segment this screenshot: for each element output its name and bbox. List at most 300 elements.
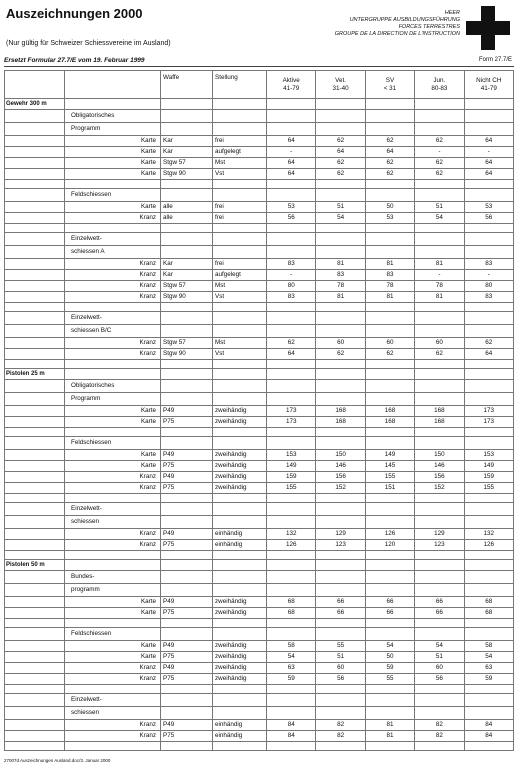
cell-stellung: frei xyxy=(213,136,267,147)
spacer-cell xyxy=(464,360,513,369)
empty-cell xyxy=(5,380,65,393)
empty-cell xyxy=(213,233,267,246)
cell-jun: 78 xyxy=(415,281,464,292)
cell-stellung: zweihändig xyxy=(213,674,267,685)
cell-waffe: Stgw 90 xyxy=(161,349,213,360)
empty-cell xyxy=(464,437,513,450)
empty-cell xyxy=(5,136,65,147)
spacer-cell xyxy=(316,551,365,560)
empty-cell xyxy=(5,338,65,349)
empty-cell xyxy=(365,233,414,246)
empty-cell xyxy=(5,628,65,641)
empty-cell xyxy=(213,369,267,380)
spacer-cell xyxy=(267,428,316,437)
empty-cell xyxy=(213,380,267,393)
empty-cell xyxy=(464,123,513,136)
cell-jun: 60 xyxy=(415,338,464,349)
cell-nicht-ch: 62 xyxy=(464,338,513,349)
table-row xyxy=(5,281,514,292)
empty-cell xyxy=(267,110,316,123)
empty-cell xyxy=(5,540,65,551)
column-header-stellung: Stellung xyxy=(213,71,267,99)
cell-sv: 120 xyxy=(365,540,414,551)
empty-cell xyxy=(161,516,213,529)
cell-type: Kranz xyxy=(65,259,161,270)
cell-vet: 168 xyxy=(316,417,365,428)
cell-waffe: alle xyxy=(161,202,213,213)
spacer-cell xyxy=(5,428,65,437)
empty-cell xyxy=(161,123,213,136)
cell-waffe: P49 xyxy=(161,450,213,461)
group-label-row xyxy=(5,380,514,393)
spacer-cell xyxy=(65,180,161,189)
empty-cell xyxy=(5,674,65,685)
cell-stellung: zweihändig xyxy=(213,483,267,494)
empty-cell xyxy=(161,584,213,597)
empty-cell xyxy=(464,707,513,720)
empty-cell xyxy=(365,516,414,529)
cell-sv: 81 xyxy=(365,731,414,742)
table-row xyxy=(5,259,514,270)
spacer-cell xyxy=(5,742,65,751)
cell-aktive: 153 xyxy=(267,450,316,461)
empty-cell xyxy=(316,560,365,571)
cell-nicht-ch: 64 xyxy=(464,158,513,169)
empty-cell xyxy=(464,628,513,641)
empty-cell xyxy=(464,393,513,406)
cell-type: Karte xyxy=(65,158,161,169)
empty-cell xyxy=(365,694,414,707)
column-label: Aktive xyxy=(282,76,300,84)
cell-nicht-ch: 53 xyxy=(464,202,513,213)
cell-vet: 156 xyxy=(316,472,365,483)
column-header-waffe: Waffe xyxy=(161,71,213,99)
empty-cell xyxy=(213,707,267,720)
org-line: GROUPE DE LA DIRECTION DE L'INSTRUCTION xyxy=(334,31,460,37)
cell-jun: - xyxy=(415,270,464,281)
table-row xyxy=(5,292,514,303)
cell-stellung: zweihändig xyxy=(213,406,267,417)
cell-aktive: 155 xyxy=(267,483,316,494)
cell-jun: 66 xyxy=(415,608,464,619)
empty-cell xyxy=(464,312,513,325)
cell-vet: 146 xyxy=(316,461,365,472)
spacer-cell xyxy=(464,224,513,233)
empty-cell xyxy=(415,584,464,597)
cell-aktive: 84 xyxy=(267,720,316,731)
empty-cell xyxy=(5,213,65,224)
group-label: Programm xyxy=(65,393,161,406)
spacer-cell xyxy=(316,360,365,369)
cell-waffe: P75 xyxy=(161,540,213,551)
cell-jun: 146 xyxy=(415,461,464,472)
cell-jun: 54 xyxy=(415,213,464,224)
cell-waffe: Kar xyxy=(161,136,213,147)
cell-jun: 51 xyxy=(415,202,464,213)
cell-type: Kranz xyxy=(65,663,161,674)
spacer-row xyxy=(5,742,514,751)
cell-jun: - xyxy=(415,147,464,158)
spacer-row xyxy=(5,360,514,369)
cell-vet: 168 xyxy=(316,406,365,417)
spacer-cell xyxy=(365,619,414,628)
empty-cell xyxy=(161,503,213,516)
table-row xyxy=(5,158,514,169)
org-line: UNTERGRUPPE AUSBILDUNGSFÜHRUNG xyxy=(349,17,460,23)
cell-waffe: Kar xyxy=(161,259,213,270)
spacer-cell xyxy=(161,551,213,560)
table-row xyxy=(5,202,514,213)
cell-nicht-ch: 173 xyxy=(464,417,513,428)
spacer-row xyxy=(5,303,514,312)
empty-cell xyxy=(5,158,65,169)
spacer-cell xyxy=(365,494,414,503)
cell-vet: 62 xyxy=(316,169,365,180)
table-header-row xyxy=(5,71,514,99)
cell-aktive: 64 xyxy=(267,158,316,169)
spacer-cell xyxy=(213,180,267,189)
spacer-cell xyxy=(161,180,213,189)
empty-cell xyxy=(316,437,365,450)
empty-cell xyxy=(161,393,213,406)
empty-cell xyxy=(316,99,365,110)
group-label-row xyxy=(5,707,514,720)
group-label: schiessen B/C xyxy=(65,325,161,338)
cell-nicht-ch: 173 xyxy=(464,406,513,417)
table-row xyxy=(5,529,514,540)
spacer-cell xyxy=(316,180,365,189)
group-label-row xyxy=(5,233,514,246)
cell-aktive: 64 xyxy=(267,136,316,147)
cell-stellung: zweihändig xyxy=(213,597,267,608)
cell-jun: 168 xyxy=(415,406,464,417)
table-row xyxy=(5,674,514,685)
cell-sv: 66 xyxy=(365,597,414,608)
cell-stellung: frei xyxy=(213,259,267,270)
empty-cell xyxy=(5,720,65,731)
table-row xyxy=(5,472,514,483)
cell-waffe: P49 xyxy=(161,641,213,652)
empty-cell xyxy=(5,663,65,674)
cell-nicht-ch: 80 xyxy=(464,281,513,292)
empty-cell xyxy=(365,369,414,380)
empty-cell xyxy=(415,233,464,246)
empty-cell xyxy=(316,628,365,641)
cell-aktive: 59 xyxy=(267,674,316,685)
cell-vet: 81 xyxy=(316,292,365,303)
empty-cell xyxy=(5,292,65,303)
cell-stellung: zweihändig xyxy=(213,663,267,674)
cell-stellung: frei xyxy=(213,213,267,224)
cell-jun: 62 xyxy=(415,169,464,180)
spacer-cell xyxy=(65,685,161,694)
cell-sv: 60 xyxy=(365,338,414,349)
group-label-row xyxy=(5,312,514,325)
empty-cell xyxy=(415,110,464,123)
cell-stellung: Vst xyxy=(213,292,267,303)
spacer-cell xyxy=(213,494,267,503)
cell-aktive: 83 xyxy=(267,292,316,303)
cell-jun: 81 xyxy=(415,259,464,270)
empty-cell xyxy=(415,246,464,259)
empty-cell xyxy=(464,516,513,529)
empty-cell xyxy=(161,369,213,380)
column-age-range: 80-83 xyxy=(431,84,448,92)
spacer-cell xyxy=(161,428,213,437)
empty-cell xyxy=(464,503,513,516)
group-label-row xyxy=(5,437,514,450)
spacer-cell xyxy=(213,224,267,233)
cell-vet: 55 xyxy=(316,641,365,652)
spacer-cell xyxy=(65,428,161,437)
empty-cell xyxy=(267,325,316,338)
empty-cell xyxy=(213,503,267,516)
cell-waffe: P75 xyxy=(161,417,213,428)
group-label-row xyxy=(5,325,514,338)
group-label-row xyxy=(5,123,514,136)
empty-cell xyxy=(5,417,65,428)
cell-sv: 145 xyxy=(365,461,414,472)
cell-waffe: P49 xyxy=(161,663,213,674)
empty-cell xyxy=(316,246,365,259)
cell-type: Karte xyxy=(65,202,161,213)
empty-cell xyxy=(5,584,65,597)
empty-cell xyxy=(365,99,414,110)
cell-vet: 62 xyxy=(316,349,365,360)
empty-cell xyxy=(5,483,65,494)
empty-cell xyxy=(267,707,316,720)
cell-stellung: Mst xyxy=(213,281,267,292)
cell-type: Kranz xyxy=(65,674,161,685)
table-row xyxy=(5,461,514,472)
cell-sv: 50 xyxy=(365,202,414,213)
empty-cell xyxy=(213,560,267,571)
spacer-row xyxy=(5,180,514,189)
empty-cell xyxy=(415,369,464,380)
spacer-cell xyxy=(5,685,65,694)
cell-type: Kranz xyxy=(65,213,161,224)
cell-type: Kranz xyxy=(65,720,161,731)
cell-nicht-ch: 159 xyxy=(464,472,513,483)
empty-cell xyxy=(415,560,464,571)
empty-cell xyxy=(365,325,414,338)
spacer-cell xyxy=(316,742,365,751)
spacer-cell xyxy=(464,619,513,628)
empty-cell xyxy=(415,312,464,325)
cell-nicht-ch: - xyxy=(464,270,513,281)
table-row xyxy=(5,213,514,224)
spacer-cell xyxy=(316,494,365,503)
spacer-cell xyxy=(415,224,464,233)
empty-cell xyxy=(213,694,267,707)
spacer-cell xyxy=(161,360,213,369)
cell-jun: 54 xyxy=(415,641,464,652)
empty-cell xyxy=(365,312,414,325)
table-row xyxy=(5,597,514,608)
cell-nicht-ch: 83 xyxy=(464,292,513,303)
empty-cell xyxy=(267,560,316,571)
empty-cell xyxy=(267,694,316,707)
empty-cell xyxy=(5,694,65,707)
column-header-nicht-ch xyxy=(464,71,513,99)
cell-waffe: P49 xyxy=(161,597,213,608)
cell-type: Kranz xyxy=(65,281,161,292)
table-row xyxy=(5,147,514,158)
organization-block xyxy=(335,10,460,38)
empty-cell xyxy=(161,312,213,325)
group-label: Einzelwett- xyxy=(65,312,161,325)
empty-cell xyxy=(464,369,513,380)
spacer-cell xyxy=(65,360,161,369)
cell-sv: 62 xyxy=(365,169,414,180)
empty-cell xyxy=(365,628,414,641)
section-title: Pistolen 50 m xyxy=(5,560,65,571)
cell-nicht-ch: 126 xyxy=(464,540,513,551)
empty-cell xyxy=(213,584,267,597)
section-row xyxy=(5,99,514,110)
table-row xyxy=(5,450,514,461)
document-title: Auszeichnungen 2000 xyxy=(6,6,143,21)
group-label: schiessen xyxy=(65,707,161,720)
empty-cell xyxy=(5,169,65,180)
cell-jun: 82 xyxy=(415,731,464,742)
spacer-cell xyxy=(415,428,464,437)
org-line: HEER xyxy=(444,10,460,16)
spacer-cell xyxy=(365,180,414,189)
cell-nicht-ch: 84 xyxy=(464,731,513,742)
spacer-cell xyxy=(365,428,414,437)
group-label-row xyxy=(5,110,514,123)
empty-cell xyxy=(161,571,213,584)
cell-aktive: - xyxy=(267,147,316,158)
spacer-cell xyxy=(65,742,161,751)
group-label-row xyxy=(5,628,514,641)
empty-cell xyxy=(365,503,414,516)
group-label-row xyxy=(5,584,514,597)
group-label-row xyxy=(5,246,514,259)
cell-aktive: 173 xyxy=(267,406,316,417)
cell-nicht-ch: 84 xyxy=(464,720,513,731)
cell-jun: 62 xyxy=(415,349,464,360)
spacer-cell xyxy=(65,224,161,233)
spacer-cell xyxy=(365,303,414,312)
cell-aktive: 132 xyxy=(267,529,316,540)
cell-sv: 55 xyxy=(365,674,414,685)
cell-vet: 82 xyxy=(316,720,365,731)
empty-cell xyxy=(267,437,316,450)
cell-sv: 155 xyxy=(365,472,414,483)
cell-aktive: 54 xyxy=(267,652,316,663)
cell-stellung: zweihändig xyxy=(213,472,267,483)
group-label-row xyxy=(5,571,514,584)
section-title: Pistolen 25 m xyxy=(5,369,65,380)
spacer-cell xyxy=(267,180,316,189)
spacer-cell xyxy=(161,494,213,503)
empty-cell xyxy=(5,461,65,472)
group-label: Feldschiessen xyxy=(65,189,161,202)
empty-cell xyxy=(464,694,513,707)
cell-jun: 152 xyxy=(415,483,464,494)
cell-aktive: 80 xyxy=(267,281,316,292)
empty-cell xyxy=(161,99,213,110)
cell-jun: 150 xyxy=(415,450,464,461)
cell-aktive: 68 xyxy=(267,597,316,608)
cell-vet: 78 xyxy=(316,281,365,292)
empty-cell xyxy=(5,393,65,406)
empty-cell xyxy=(316,312,365,325)
cell-stellung: aufgelegt xyxy=(213,147,267,158)
spacer-cell xyxy=(65,551,161,560)
empty-cell xyxy=(5,233,65,246)
spacer-cell xyxy=(365,224,414,233)
empty-cell xyxy=(464,189,513,202)
cell-vet: 54 xyxy=(316,213,365,224)
empty-cell xyxy=(213,123,267,136)
cell-nicht-ch: 64 xyxy=(464,349,513,360)
spacer-cell xyxy=(316,303,365,312)
spacer-cell xyxy=(213,551,267,560)
empty-cell xyxy=(415,707,464,720)
empty-cell xyxy=(464,325,513,338)
cell-stellung: zweihändig xyxy=(213,417,267,428)
cell-sv: 53 xyxy=(365,213,414,224)
spacer-cell xyxy=(415,494,464,503)
cell-waffe: Stgw 90 xyxy=(161,292,213,303)
cell-jun: 123 xyxy=(415,540,464,551)
spacer-cell xyxy=(267,494,316,503)
spacer-cell xyxy=(464,428,513,437)
group-label: programm xyxy=(65,584,161,597)
empty-cell xyxy=(316,325,365,338)
empty-cell xyxy=(415,516,464,529)
spacer-cell xyxy=(5,180,65,189)
cell-stellung: zweihändig xyxy=(213,608,267,619)
empty-cell xyxy=(267,233,316,246)
spacer-row xyxy=(5,619,514,628)
cell-nicht-ch: 56 xyxy=(464,213,513,224)
empty-cell xyxy=(213,189,267,202)
empty-cell xyxy=(267,312,316,325)
empty-cell xyxy=(365,246,414,259)
spacer-row xyxy=(5,224,514,233)
spacer-cell xyxy=(464,742,513,751)
empty-cell xyxy=(213,110,267,123)
group-label: Feldschiessen xyxy=(65,628,161,641)
spacer-cell xyxy=(415,685,464,694)
empty-cell xyxy=(5,503,65,516)
empty-cell xyxy=(161,628,213,641)
cell-aktive: 159 xyxy=(267,472,316,483)
empty-cell xyxy=(5,259,65,270)
empty-cell xyxy=(267,584,316,597)
empty-cell xyxy=(5,597,65,608)
cell-vet: 60 xyxy=(316,338,365,349)
cell-waffe: P75 xyxy=(161,483,213,494)
spacer-cell xyxy=(365,551,414,560)
cell-type: Karte xyxy=(65,169,161,180)
spacer-cell xyxy=(5,360,65,369)
empty-cell xyxy=(365,707,414,720)
cell-aktive: 62 xyxy=(267,338,316,349)
cell-vet: 83 xyxy=(316,270,365,281)
spacer-row xyxy=(5,551,514,560)
empty-cell xyxy=(464,246,513,259)
spacer-cell xyxy=(213,619,267,628)
group-label-row xyxy=(5,694,514,707)
empty-cell xyxy=(415,123,464,136)
empty-cell xyxy=(5,472,65,483)
cell-sv: 81 xyxy=(365,292,414,303)
